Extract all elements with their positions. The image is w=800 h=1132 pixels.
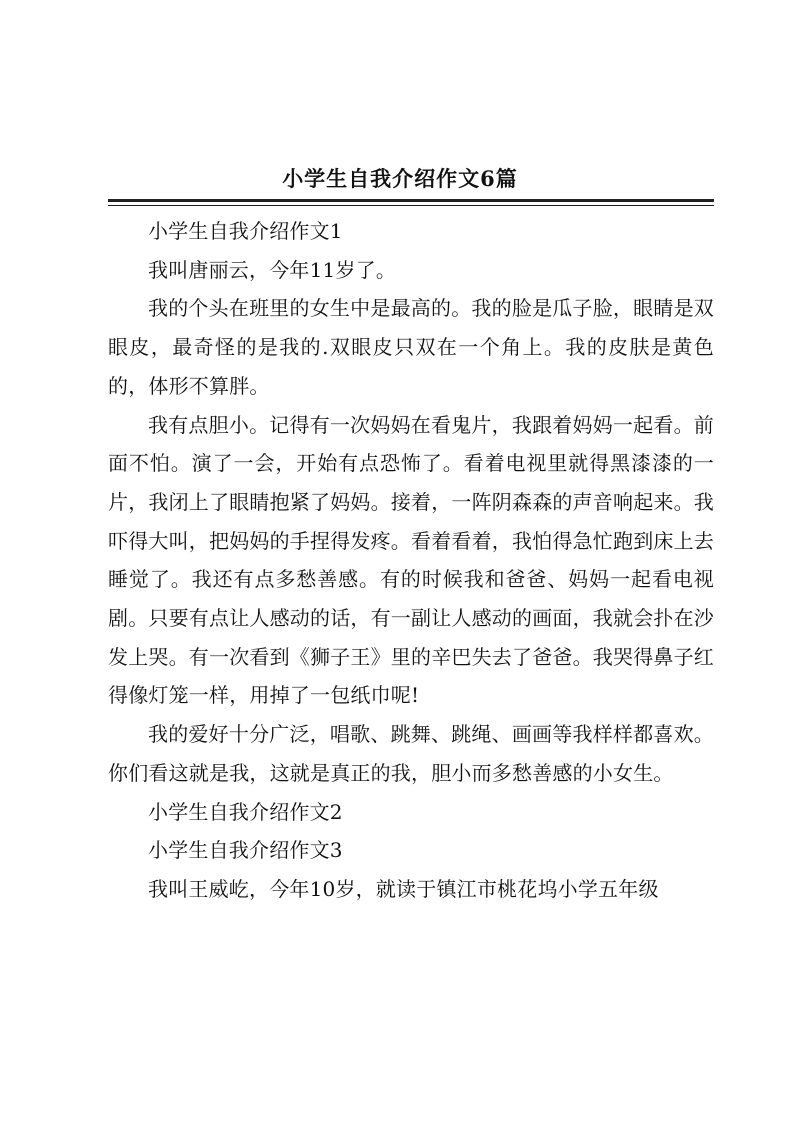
heading-essay-2: 小学生自我介绍作文2 [148, 799, 343, 824]
title-rule-thick [108, 199, 714, 202]
heading-essay-3: 小学生自我介绍作文3 [148, 838, 343, 863]
paragraph-timid: 我有点胆小。记得有一次妈妈在看鬼片，我跟着妈妈一起看。前面不怕。演了一会，开始有点恐怖了。看着电视里就得黑漆漆的一片，我闭上了眼睛抱紧了妈妈。接着，一阵阴森森的声音响起来。我吓得大叫，把妈妈的手捏得发疼。看着看着，我怕得急忙跑到床上去睡觉了。我还有点多愁善感。有的时候我和爸爸、妈妈一起看电视剧。只要有点让人感动的话，有一副让人感动的画面，我就会扑在沙发上哭。有一次看到《狮子王》里的辛巴失去了爸爸。我哭得鼻子红得像灯笼一样，用掉了一包纸巾呢! [108, 412, 714, 708]
paragraph-intro: 我叫唐丽云，今年11岁了。 [148, 257, 397, 282]
document-body [108, 212, 714, 909]
title-rule-thin [108, 205, 714, 206]
paragraph-appearance: 我的个头在班里的女生中是最高的。我的脸是瓜子脸，眼睛是双眼皮，最奇怪的是我的.双眼皮只双在一个角上。我的皮肤是黄色的，体形不算胖。 [108, 296, 714, 398]
paragraph-essay-3-intro: 我叫王威屹，今年10岁，就读于镇江市桃花坞小学五年级 [148, 876, 659, 901]
paragraph-hobbies: 我的爱好十分广泛，唱歌、跳舞、跳绳、画画等我样样都喜欢。你们看这就是我，这就是真正的我，胆小而多愁善感的小女生。 [108, 722, 714, 785]
heading-essay-1: 小学生自我介绍作文1 [148, 219, 343, 243]
document-title: 小学生自我介绍作文6篇 [282, 166, 518, 191]
